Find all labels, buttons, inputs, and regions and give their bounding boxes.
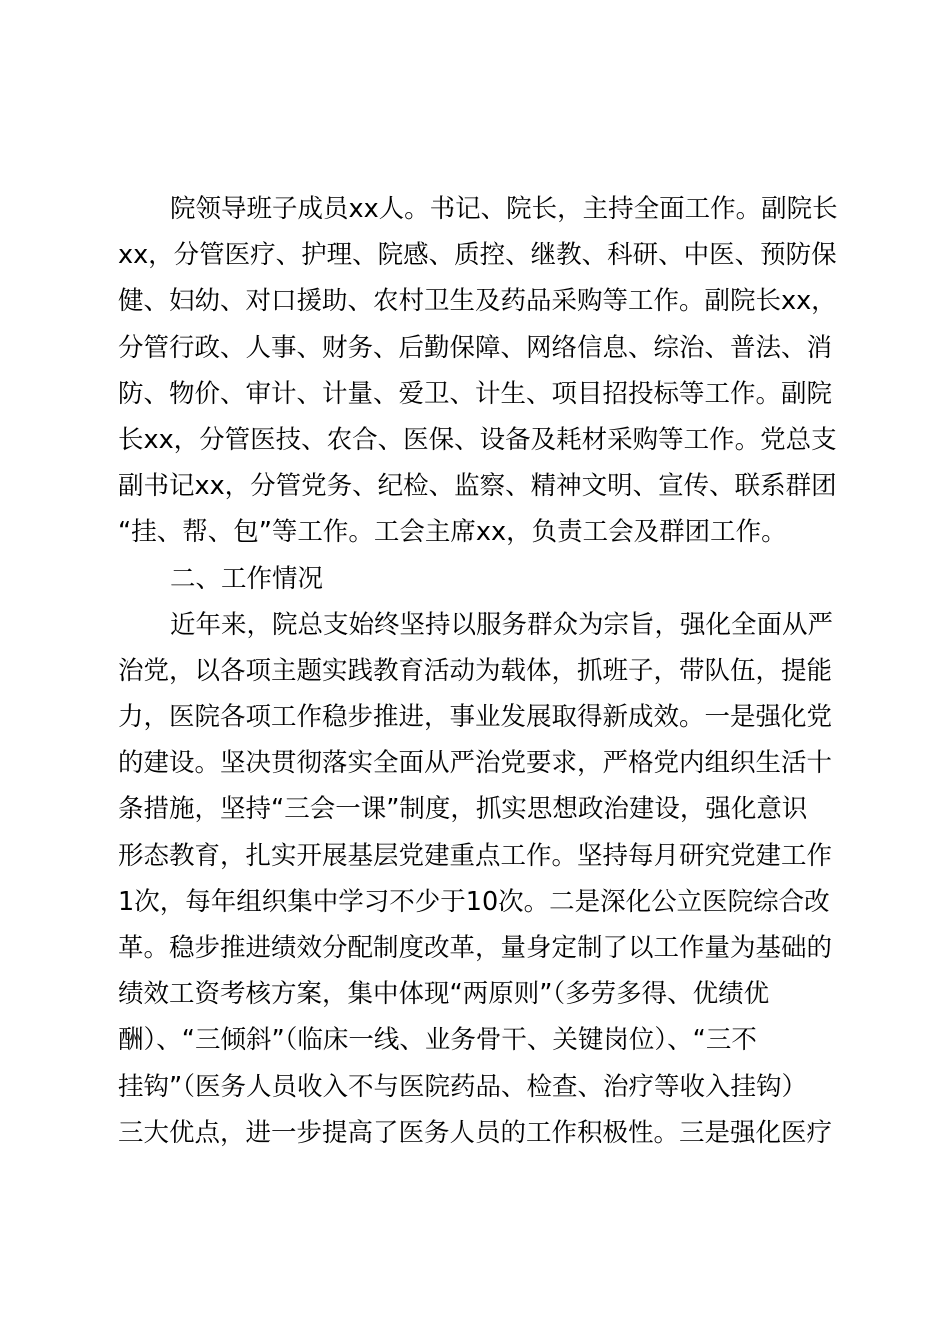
paragraph-line: 长xx，分管医技、农合、医保、设备及耗材采购等工作。党总支 (118, 424, 837, 455)
section-heading: 二、工作情况 (170, 563, 324, 594)
paragraph-line: 革。稳步推进绩效分配制度改革，量身定制了以工作量为基础的 (118, 933, 833, 963)
paragraph-line: 的建设。坚决贯彻落实全面从严治党要求，严格党内组织生活十 (118, 748, 833, 779)
paragraph-line: 力，医院各项工作稳步推进，事业发展取得新成效。一是强化党 (118, 702, 833, 733)
paragraph-line: 健、妇幼、对口援助、农村卫生及药品采购等工作。副院长xx， (118, 286, 837, 317)
paragraph-line: 副书记xx，分管党务、纪检、监察、精神文明、宣传、联系群团 (118, 471, 837, 502)
paragraph-line: “挂、帮、包”等工作。工会主席xx，负责工会及群团工作。 (118, 517, 787, 548)
paragraph-line: 挂钩”（医务人员收入不与医院药品、检查、治疗等收入挂钩） (118, 1071, 807, 1102)
paragraph-line: 近年来，院总支始终坚持以服务群众为宗旨，强化全面从严 (170, 609, 834, 640)
paragraph-line: 1次，每年组织集中学习不少于10次。二是深化公立医院综合改 (118, 886, 830, 917)
paragraph-line: 防、物价、审计、计量、爱卫、计生、项目招投标等工作。副院 (118, 378, 833, 409)
paragraph-line: 治党，以各项主题实践教育活动为载体，抓班子，带队伍，提能 (118, 655, 833, 686)
paragraph-line: xx，分管医疗、护理、院感、质控、继教、科研、中医、预防保 (118, 240, 837, 271)
paragraph-line: 形态教育，扎实开展基层党建重点工作。坚持每月研究党建工作 (118, 840, 833, 871)
paragraph-line: 分管行政、人事、财务、后勤保障、网络信息、综治、普法、消 (118, 332, 833, 363)
paragraph-line: 条措施，坚持“三会一课”制度，抓实思想政治建设，强化意识 (118, 794, 808, 825)
paragraph-line: 酬）、“三倾斜”（临床一线、业务骨干、关键岗位）、“三不 (118, 1025, 757, 1056)
document-body (118, 186, 838, 1156)
paragraph-line: 绩效工资考核方案，集中体现“两原则”（多劳多得、优绩优 (118, 979, 770, 1010)
paragraph-line: 三大优点，进一步提高了医务人员的工作积极性。三是强化医疗 (118, 1117, 833, 1148)
paragraph-line: 院领导班子成员xx人。书记、院长，主持全面工作。副院长 (170, 194, 838, 224)
